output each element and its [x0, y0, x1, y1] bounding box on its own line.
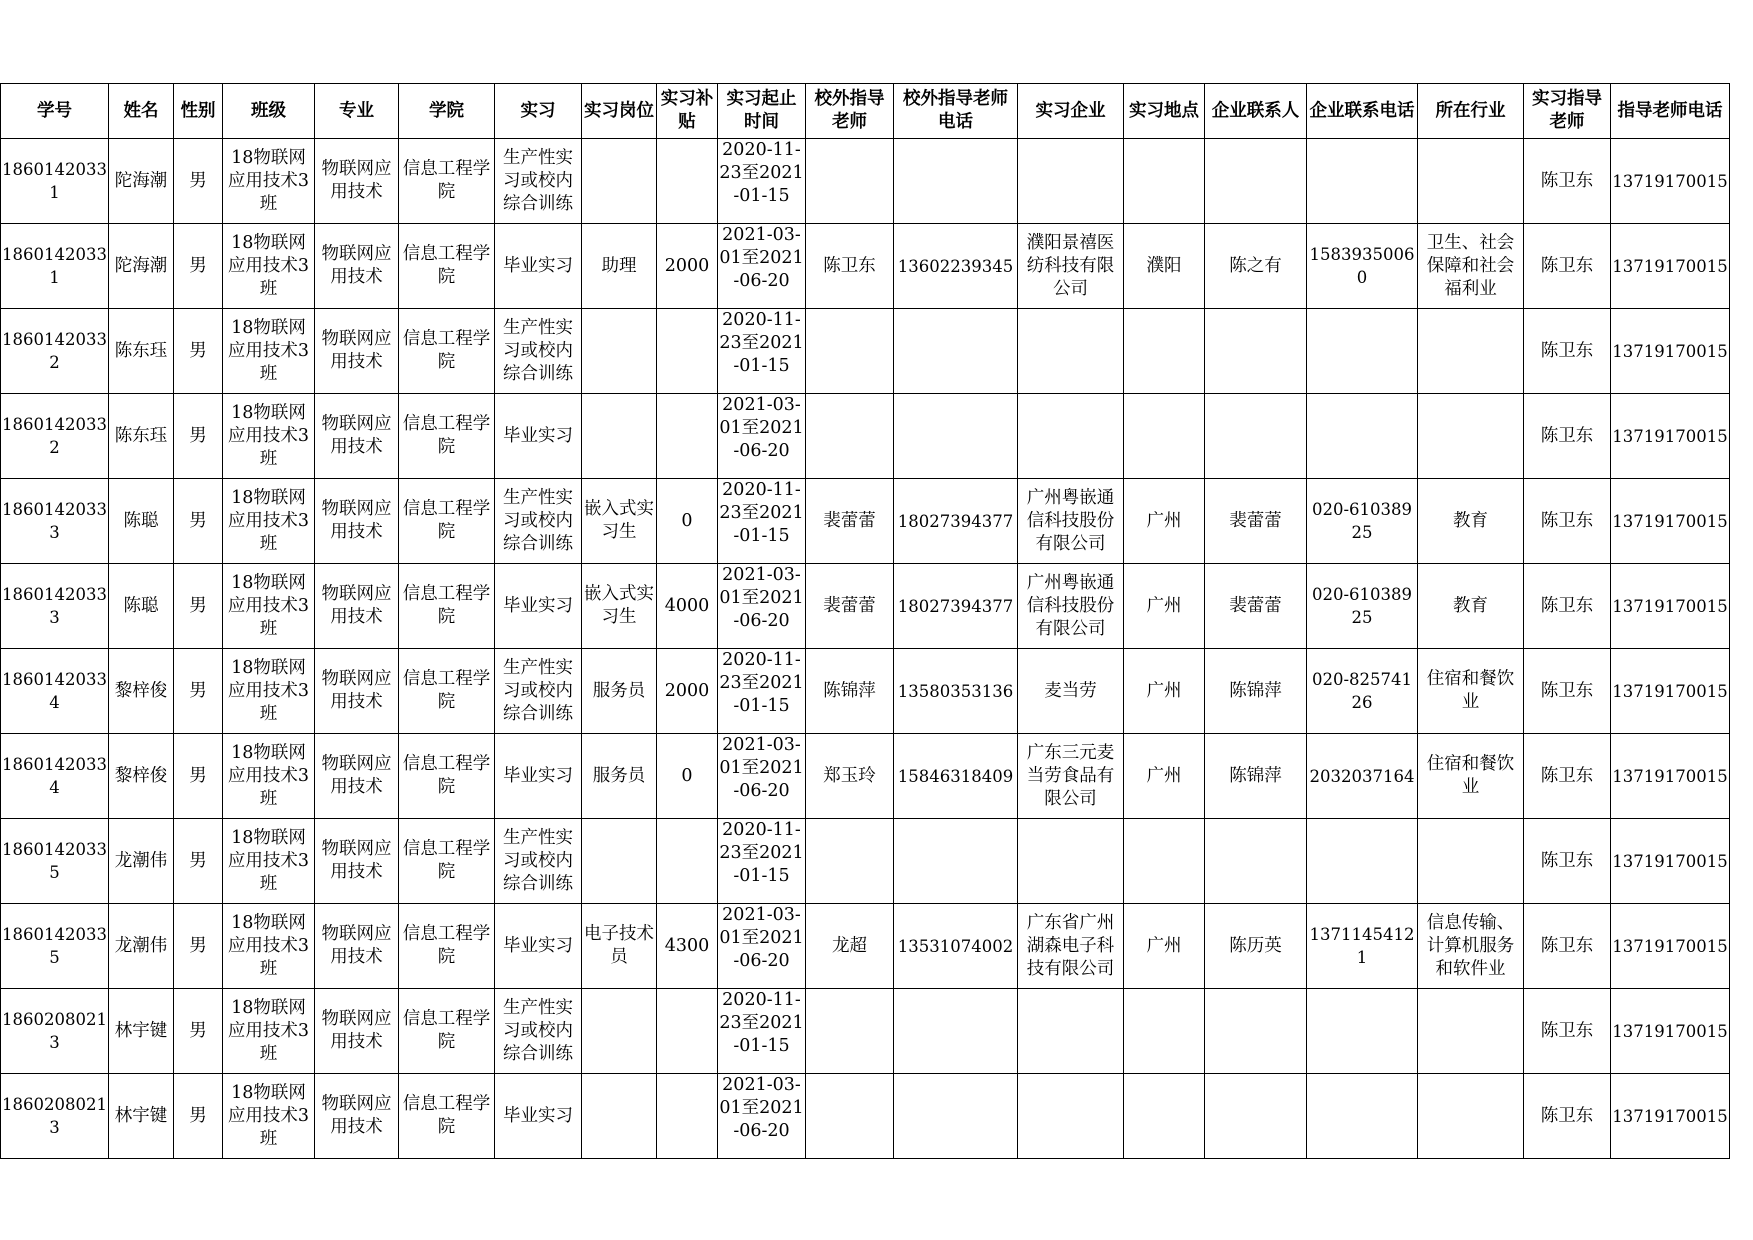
- location-cell: 广州: [1124, 734, 1205, 819]
- header-row: [1, 84, 1730, 139]
- company-cell: 麦当劳: [1018, 649, 1124, 734]
- external-mentor-cell: [806, 139, 894, 224]
- allowance-cell: 2000: [657, 224, 718, 309]
- company-cell: 广东省广州湖森电子科技有限公司: [1018, 904, 1124, 989]
- mentor-cell: 陈卫东: [1524, 1074, 1611, 1159]
- period-text: 2021-03-01至2021-06-20: [719, 735, 804, 801]
- student-id-cell: 18601420334: [1, 649, 109, 734]
- major-cell: 物联网应用技术: [315, 479, 399, 564]
- mentor-cell: 陈卫东: [1524, 904, 1611, 989]
- mentor-phone-cell: 13719170015: [1611, 989, 1730, 1074]
- gender-cell: 男: [174, 734, 223, 819]
- internship-table: [0, 83, 1730, 1159]
- external-mentor-cell: [806, 394, 894, 479]
- allowance-cell: 2000: [657, 649, 718, 734]
- company-phone-cell: [1307, 309, 1418, 394]
- column-header: 姓名: [109, 84, 174, 139]
- class-cell: 18物联网应用技术3班: [223, 394, 315, 479]
- external-mentor-phone-cell: [894, 989, 1018, 1074]
- location-cell: 广州: [1124, 904, 1205, 989]
- period-cell: [718, 904, 806, 989]
- period-text: 2021-03-01至2021-06-20: [719, 225, 804, 291]
- class-cell: 18物联网应用技术3班: [223, 1074, 315, 1159]
- gender-cell: 男: [174, 1074, 223, 1159]
- position-cell: [582, 394, 657, 479]
- position-cell: 嵌入式实习生: [582, 564, 657, 649]
- student-name-cell: 黎梓俊: [109, 649, 174, 734]
- external-mentor-phone-cell: [894, 309, 1018, 394]
- table-row: [1, 734, 1730, 819]
- table-row: [1, 479, 1730, 564]
- location-cell: 濮阳: [1124, 224, 1205, 309]
- table-row: [1, 309, 1730, 394]
- industry-cell: 教育: [1418, 479, 1524, 564]
- location-cell: [1124, 819, 1205, 904]
- period-text: 2021-03-01至2021-06-20: [719, 395, 804, 461]
- allowance-cell: 0: [657, 479, 718, 564]
- internship-type-cell: 生产性实习或校内综合训练: [495, 989, 582, 1074]
- period-cell: [718, 1074, 806, 1159]
- period-text: 2021-03-01至2021-06-20: [719, 565, 804, 631]
- company-contact-cell: 陈历英: [1205, 904, 1307, 989]
- location-cell: 广州: [1124, 564, 1205, 649]
- position-cell: [582, 139, 657, 224]
- external-mentor-phone-cell: [894, 139, 1018, 224]
- company-contact-cell: 陈锦萍: [1205, 734, 1307, 819]
- position-cell: [582, 1074, 657, 1159]
- allowance-cell: [657, 1074, 718, 1159]
- student-id-cell: 18601420334: [1, 734, 109, 819]
- student-name-cell: 陈聪: [109, 564, 174, 649]
- column-header: 企业联系人: [1205, 84, 1307, 139]
- college-cell: 信息工程学院: [399, 564, 495, 649]
- internship-type-cell: 生产性实习或校内综合训练: [495, 819, 582, 904]
- period-text: 2021-03-01至2021-06-20: [719, 905, 804, 971]
- position-cell: 嵌入式实习生: [582, 479, 657, 564]
- company-phone-cell: 020-61038925: [1307, 564, 1418, 649]
- gender-cell: 男: [174, 224, 223, 309]
- company-phone-cell: [1307, 394, 1418, 479]
- gender-cell: 男: [174, 819, 223, 904]
- mentor-cell: 陈卫东: [1524, 564, 1611, 649]
- college-cell: 信息工程学院: [399, 139, 495, 224]
- company-cell: [1018, 1074, 1124, 1159]
- external-mentor-phone-cell: 13531074002: [894, 904, 1018, 989]
- industry-cell: 教育: [1418, 564, 1524, 649]
- company-cell: [1018, 394, 1124, 479]
- mentor-cell: 陈卫东: [1524, 649, 1611, 734]
- mentor-cell: 陈卫东: [1524, 819, 1611, 904]
- column-header: 企业联系电话: [1307, 84, 1418, 139]
- company-phone-cell: 020-82574126: [1307, 649, 1418, 734]
- external-mentor-phone-cell: 13602239345: [894, 224, 1018, 309]
- student-id-cell: 18601420333: [1, 564, 109, 649]
- table-body: [1, 139, 1730, 1159]
- class-cell: 18物联网应用技术3班: [223, 904, 315, 989]
- company-phone-cell: 15839350060: [1307, 224, 1418, 309]
- mentor-phone-cell: 13719170015: [1611, 479, 1730, 564]
- external-mentor-cell: 陈锦萍: [806, 649, 894, 734]
- period-cell: [718, 479, 806, 564]
- major-cell: 物联网应用技术: [315, 989, 399, 1074]
- external-mentor-phone-cell: [894, 1074, 1018, 1159]
- period-cell: [718, 989, 806, 1074]
- company-cell: [1018, 139, 1124, 224]
- column-header: 学号: [1, 84, 109, 139]
- mentor-cell: 陈卫东: [1524, 224, 1611, 309]
- period-cell: [718, 564, 806, 649]
- mentor-phone-cell: 13719170015: [1611, 819, 1730, 904]
- external-mentor-phone-cell: 15846318409: [894, 734, 1018, 819]
- table-header: [1, 84, 1730, 139]
- student-name-cell: 林宇键: [109, 1074, 174, 1159]
- column-header: 学院: [399, 84, 495, 139]
- college-cell: 信息工程学院: [399, 989, 495, 1074]
- mentor-cell: 陈卫东: [1524, 394, 1611, 479]
- mentor-cell: 陈卫东: [1524, 309, 1611, 394]
- class-cell: 18物联网应用技术3班: [223, 819, 315, 904]
- external-mentor-cell: 裴蕾蕾: [806, 564, 894, 649]
- mentor-cell: 陈卫东: [1524, 139, 1611, 224]
- allowance-cell: 0: [657, 734, 718, 819]
- period-cell: [718, 819, 806, 904]
- position-cell: 电子技术员: [582, 904, 657, 989]
- major-cell: 物联网应用技术: [315, 1074, 399, 1159]
- company-phone-cell: [1307, 819, 1418, 904]
- column-header: 专业: [315, 84, 399, 139]
- mentor-phone-cell: 13719170015: [1611, 394, 1730, 479]
- student-name-cell: 陈聪: [109, 479, 174, 564]
- column-header: 实习起止时间: [718, 84, 806, 139]
- table-row: [1, 1074, 1730, 1159]
- college-cell: 信息工程学院: [399, 224, 495, 309]
- period-text: 2021-03-01至2021-06-20: [719, 1075, 804, 1141]
- student-id-cell: 18601420333: [1, 479, 109, 564]
- period-cell: [718, 139, 806, 224]
- student-name-cell: 龙潮伟: [109, 904, 174, 989]
- table-row: [1, 139, 1730, 224]
- gender-cell: 男: [174, 139, 223, 224]
- internship-type-cell: 生产性实习或校内综合训练: [495, 139, 582, 224]
- period-cell: [718, 224, 806, 309]
- company-cell: [1018, 989, 1124, 1074]
- industry-cell: [1418, 1074, 1524, 1159]
- external-mentor-phone-cell: 18027394377: [894, 479, 1018, 564]
- allowance-cell: [657, 819, 718, 904]
- industry-cell: [1418, 139, 1524, 224]
- internship-type-cell: 生产性实习或校内综合训练: [495, 479, 582, 564]
- class-cell: 18物联网应用技术3班: [223, 564, 315, 649]
- column-header: 性别: [174, 84, 223, 139]
- major-cell: 物联网应用技术: [315, 309, 399, 394]
- location-cell: 广州: [1124, 649, 1205, 734]
- table-row: [1, 394, 1730, 479]
- college-cell: 信息工程学院: [399, 479, 495, 564]
- industry-cell: 住宿和餐饮业: [1418, 734, 1524, 819]
- student-name-cell: 陈东珏: [109, 309, 174, 394]
- student-id-cell: 18601420331: [1, 224, 109, 309]
- class-cell: 18物联网应用技术3班: [223, 649, 315, 734]
- period-cell: [718, 309, 806, 394]
- table-row: [1, 989, 1730, 1074]
- student-name-cell: 陀海潮: [109, 224, 174, 309]
- period-text: 2020-11-23至2021-01-15: [719, 480, 804, 546]
- internship-type-cell: 生产性实习或校内综合训练: [495, 309, 582, 394]
- internship-type-cell: 毕业实习: [495, 904, 582, 989]
- gender-cell: 男: [174, 479, 223, 564]
- period-text: 2020-11-23至2021-01-15: [719, 140, 804, 206]
- mentor-cell: 陈卫东: [1524, 479, 1611, 564]
- student-name-cell: 林宇键: [109, 989, 174, 1074]
- location-cell: [1124, 989, 1205, 1074]
- major-cell: 物联网应用技术: [315, 139, 399, 224]
- company-contact-cell: [1205, 1074, 1307, 1159]
- gender-cell: 男: [174, 904, 223, 989]
- company-contact-cell: [1205, 309, 1307, 394]
- major-cell: 物联网应用技术: [315, 649, 399, 734]
- external-mentor-cell: [806, 309, 894, 394]
- mentor-phone-cell: 13719170015: [1611, 734, 1730, 819]
- external-mentor-cell: 郑玉玲: [806, 734, 894, 819]
- external-mentor-phone-cell: [894, 819, 1018, 904]
- major-cell: 物联网应用技术: [315, 224, 399, 309]
- column-header: 实习地点: [1124, 84, 1205, 139]
- college-cell: 信息工程学院: [399, 1074, 495, 1159]
- industry-cell: 卫生、社会保障和社会福利业: [1418, 224, 1524, 309]
- table-row: [1, 649, 1730, 734]
- mentor-phone-cell: 13719170015: [1611, 564, 1730, 649]
- external-mentor-phone-cell: 13580353136: [894, 649, 1018, 734]
- external-mentor-cell: 龙超: [806, 904, 894, 989]
- column-header: 所在行业: [1418, 84, 1524, 139]
- college-cell: 信息工程学院: [399, 734, 495, 819]
- allowance-cell: [657, 394, 718, 479]
- position-cell: 服务员: [582, 649, 657, 734]
- position-cell: [582, 989, 657, 1074]
- student-id-cell: 18601420335: [1, 904, 109, 989]
- student-id-cell: 18601420335: [1, 819, 109, 904]
- internship-type-cell: 毕业实习: [495, 564, 582, 649]
- class-cell: 18物联网应用技术3班: [223, 989, 315, 1074]
- major-cell: 物联网应用技术: [315, 564, 399, 649]
- gender-cell: 男: [174, 649, 223, 734]
- major-cell: 物联网应用技术: [315, 394, 399, 479]
- mentor-cell: 陈卫东: [1524, 734, 1611, 819]
- column-header: 实习补贴: [657, 84, 718, 139]
- period-text: 2020-11-23至2021-01-15: [719, 310, 804, 376]
- period-cell: [718, 649, 806, 734]
- industry-cell: [1418, 394, 1524, 479]
- company-contact-cell: [1205, 989, 1307, 1074]
- external-mentor-phone-cell: [894, 394, 1018, 479]
- position-cell: [582, 309, 657, 394]
- company-contact-cell: 陈之有: [1205, 224, 1307, 309]
- company-phone-cell: 2032037164: [1307, 734, 1418, 819]
- table-row: [1, 904, 1730, 989]
- mentor-phone-cell: 13719170015: [1611, 309, 1730, 394]
- company-phone-cell: [1307, 1074, 1418, 1159]
- allowance-cell: [657, 309, 718, 394]
- column-header: 校外指导老师: [806, 84, 894, 139]
- student-id-cell: 18602080213: [1, 989, 109, 1074]
- mentor-phone-cell: 13719170015: [1611, 904, 1730, 989]
- class-cell: 18物联网应用技术3班: [223, 479, 315, 564]
- mentor-phone-cell: 13719170015: [1611, 1074, 1730, 1159]
- company-contact-cell: 陈锦萍: [1205, 649, 1307, 734]
- student-id-cell: 18602080213: [1, 1074, 109, 1159]
- period-text: 2020-11-23至2021-01-15: [719, 820, 804, 886]
- class-cell: 18物联网应用技术3班: [223, 224, 315, 309]
- external-mentor-cell: [806, 1074, 894, 1159]
- company-cell: [1018, 309, 1124, 394]
- allowance-cell: 4000: [657, 564, 718, 649]
- allowance-cell: 4300: [657, 904, 718, 989]
- position-cell: 服务员: [582, 734, 657, 819]
- major-cell: 物联网应用技术: [315, 819, 399, 904]
- company-contact-cell: 裴蕾蕾: [1205, 564, 1307, 649]
- college-cell: 信息工程学院: [399, 904, 495, 989]
- company-cell: 濮阳景禧医纺科技有限公司: [1018, 224, 1124, 309]
- major-cell: 物联网应用技术: [315, 734, 399, 819]
- mentor-phone-cell: 13719170015: [1611, 224, 1730, 309]
- company-cell: 广州粤嵌通信科技股份有限公司: [1018, 564, 1124, 649]
- location-cell: [1124, 394, 1205, 479]
- column-header: 实习岗位: [582, 84, 657, 139]
- position-cell: [582, 819, 657, 904]
- mentor-cell: 陈卫东: [1524, 989, 1611, 1074]
- period-cell: [718, 394, 806, 479]
- student-id-cell: 18601420332: [1, 394, 109, 479]
- company-contact-cell: [1205, 819, 1307, 904]
- location-cell: 广州: [1124, 479, 1205, 564]
- allowance-cell: [657, 989, 718, 1074]
- external-mentor-cell: 裴蕾蕾: [806, 479, 894, 564]
- internship-type-cell: 毕业实习: [495, 1074, 582, 1159]
- position-cell: 助理: [582, 224, 657, 309]
- company-cell: 广州粤嵌通信科技股份有限公司: [1018, 479, 1124, 564]
- student-name-cell: 黎梓俊: [109, 734, 174, 819]
- internship-type-cell: 毕业实习: [495, 394, 582, 479]
- student-id-cell: 18601420331: [1, 139, 109, 224]
- column-header: 校外指导老师电话: [894, 84, 1018, 139]
- company-phone-cell: [1307, 139, 1418, 224]
- period-cell: [718, 734, 806, 819]
- company-cell: [1018, 819, 1124, 904]
- student-name-cell: 龙潮伟: [109, 819, 174, 904]
- student-id-cell: 18601420332: [1, 309, 109, 394]
- internship-type-cell: 生产性实习或校内综合训练: [495, 649, 582, 734]
- column-header: 实习指导老师: [1524, 84, 1611, 139]
- company-contact-cell: [1205, 139, 1307, 224]
- location-cell: [1124, 309, 1205, 394]
- external-mentor-cell: 陈卫东: [806, 224, 894, 309]
- column-header: 指导老师电话: [1611, 84, 1730, 139]
- gender-cell: 男: [174, 564, 223, 649]
- college-cell: 信息工程学院: [399, 819, 495, 904]
- table-row: [1, 564, 1730, 649]
- allowance-cell: [657, 139, 718, 224]
- mentor-phone-cell: 13719170015: [1611, 649, 1730, 734]
- column-header: 班级: [223, 84, 315, 139]
- student-name-cell: 陈东珏: [109, 394, 174, 479]
- company-cell: 广东三元麦当劳食品有限公司: [1018, 734, 1124, 819]
- external-mentor-phone-cell: 18027394377: [894, 564, 1018, 649]
- industry-cell: [1418, 989, 1524, 1074]
- company-contact-cell: [1205, 394, 1307, 479]
- student-name-cell: 陀海潮: [109, 139, 174, 224]
- gender-cell: 男: [174, 309, 223, 394]
- period-text: 2020-11-23至2021-01-15: [719, 650, 804, 716]
- company-phone-cell: 13711454121: [1307, 904, 1418, 989]
- company-contact-cell: 裴蕾蕾: [1205, 479, 1307, 564]
- gender-cell: 男: [174, 989, 223, 1074]
- external-mentor-cell: [806, 989, 894, 1074]
- college-cell: 信息工程学院: [399, 649, 495, 734]
- company-phone-cell: [1307, 989, 1418, 1074]
- table-row: [1, 819, 1730, 904]
- location-cell: [1124, 1074, 1205, 1159]
- column-header: 实习: [495, 84, 582, 139]
- period-text: 2020-11-23至2021-01-15: [719, 990, 804, 1056]
- major-cell: 物联网应用技术: [315, 904, 399, 989]
- industry-cell: 住宿和餐饮业: [1418, 649, 1524, 734]
- industry-cell: [1418, 819, 1524, 904]
- gender-cell: 男: [174, 394, 223, 479]
- industry-cell: 信息传输、计算机服务和软件业: [1418, 904, 1524, 989]
- column-header: 实习企业: [1018, 84, 1124, 139]
- company-phone-cell: 020-61038925: [1307, 479, 1418, 564]
- class-cell: 18物联网应用技术3班: [223, 309, 315, 394]
- internship-type-cell: 毕业实习: [495, 224, 582, 309]
- class-cell: 18物联网应用技术3班: [223, 734, 315, 819]
- location-cell: [1124, 139, 1205, 224]
- industry-cell: [1418, 309, 1524, 394]
- internship-type-cell: 毕业实习: [495, 734, 582, 819]
- external-mentor-cell: [806, 819, 894, 904]
- college-cell: 信息工程学院: [399, 394, 495, 479]
- mentor-phone-cell: 13719170015: [1611, 139, 1730, 224]
- college-cell: 信息工程学院: [399, 309, 495, 394]
- class-cell: 18物联网应用技术3班: [223, 139, 315, 224]
- table-row: [1, 224, 1730, 309]
